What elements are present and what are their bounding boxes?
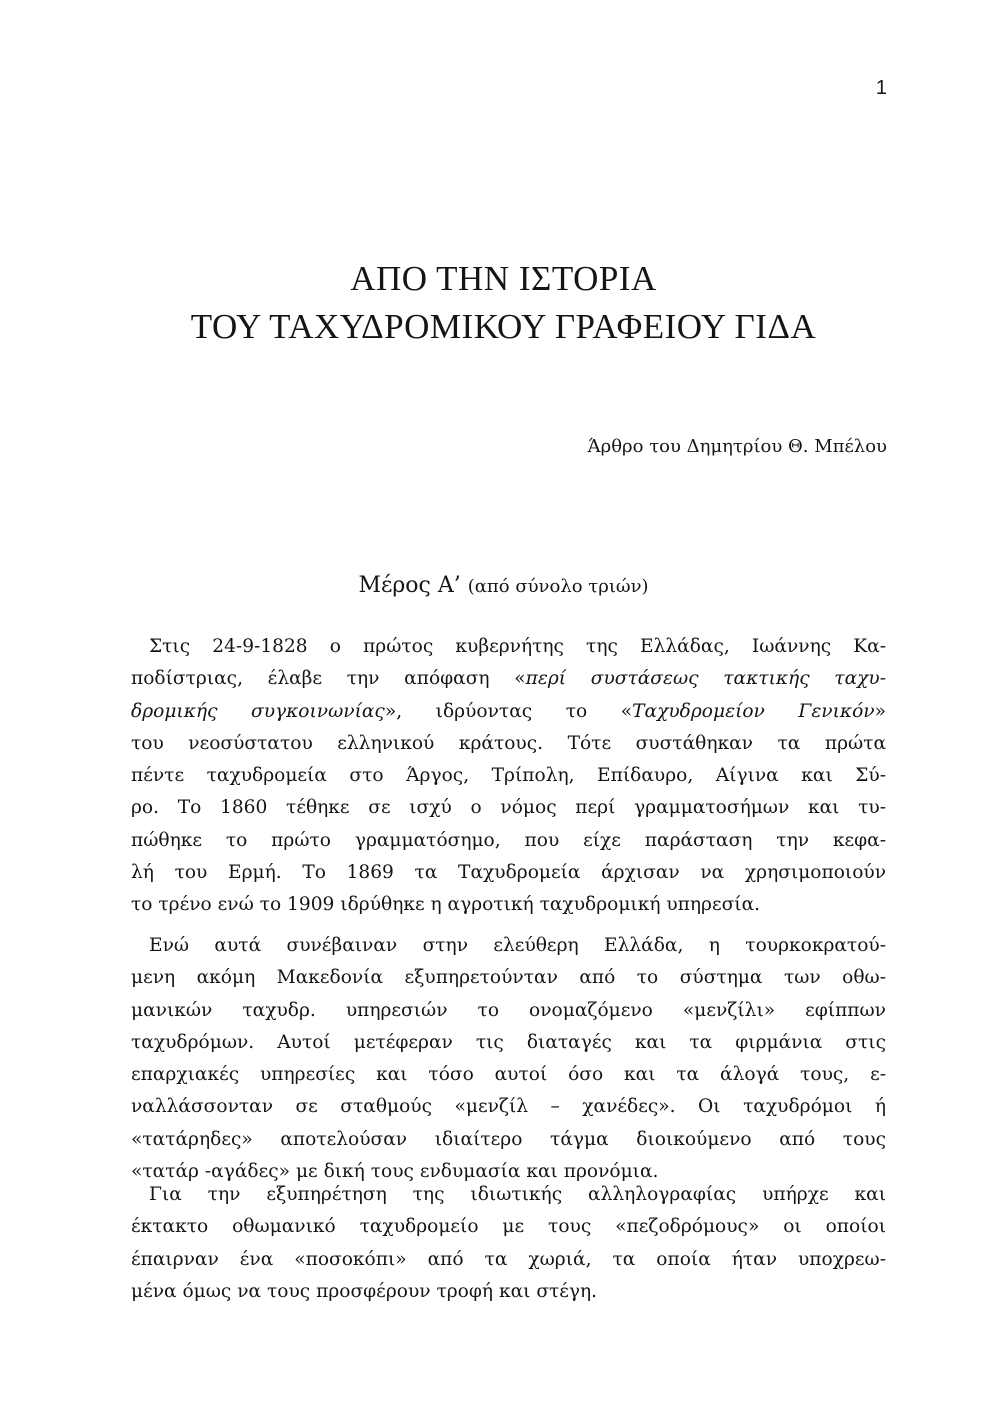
article-title (120, 255, 887, 351)
paragraph-2 (131, 930, 886, 1188)
title-line-1: ΑΠΟ ΤΗΝ ΙΣΤΟΡΙΑ (350, 259, 657, 298)
text-run: Στις 24-9-1828 ο πρώτος κυβερνήτης της Ελλάδας, Ιωάννης Κα- (149, 636, 886, 657)
section-subtitle: (από σύνολο τριών) (467, 576, 649, 597)
text-line (131, 1124, 886, 1156)
text-line (131, 1027, 886, 1059)
text-line (131, 1091, 886, 1123)
italic-text: δρομικής συγκοινωνίας (131, 700, 385, 722)
text-run: πέντε ταχυδρομεία στο Άργος, Τρίπολη, Επίδαυρο, Αίγινα και Σύ- (131, 765, 886, 787)
text-run: επαρχιακές υπηρεσίες και τόσο αυτοί όσο και τα άλογά τους, ε- (131, 1064, 886, 1086)
text-line (131, 1211, 886, 1243)
text-run: μενη ακόμη Μακεδονία εξυπηρετούνταν από το σύστημα των οθω- (131, 967, 886, 989)
text-run: «τατάρηδες» αποτελούσαν ιδιαίτερο τάγμα διοικούμενο από τους (131, 1128, 886, 1150)
text-line (131, 760, 886, 792)
text-run: ρο. Το 1860 τέθηκε σε ισχύ ο νόμος περί γραμματοσήμων και τυ- (131, 797, 886, 819)
text-run: «τατάρ -αγάδες» με δική τους ενδυμασία και προνόμια. (131, 1161, 659, 1183)
text-line (131, 696, 886, 728)
text-line (131, 930, 886, 962)
paragraph-3 (131, 1179, 886, 1308)
section-heading (120, 571, 887, 602)
text-run: έκτακτο οθωμανικό ταχυδρομείο με τους «πεζοδρόμους» οι οποίοι (131, 1216, 886, 1238)
text-run: » (874, 700, 886, 722)
text-line (131, 825, 886, 857)
title-line-2: ΤΟΥ ΤΑΧΥΔΡΟΜΙΚΟΥ ΓΡΑΦΕΙΟΥ ΓΙΔΑ (190, 307, 817, 346)
paragraph-1 (131, 631, 886, 922)
text-run: ταχυδρόμων. Αυτοί μετέφεραν τις διαταγές και τα φιρμάνια στις (131, 1031, 886, 1053)
text-run: του νεοσύστατου ελληνικού κράτους. Τότε συστάθηκαν τα πρώτα (131, 732, 886, 754)
text-line (131, 728, 886, 760)
text-line (131, 995, 886, 1027)
text-line (131, 962, 886, 994)
text-run: », ιδρύοντας το « (384, 700, 633, 722)
text-line (131, 889, 886, 921)
text-run: Για την εξυπηρέτηση της ιδιωτικής αλληλογραφίας υπήρχε και (149, 1184, 886, 1205)
italic-text: περί συστάσεως τακτικής ταχυ- (525, 668, 887, 690)
text-run: έπαιρναν ένα «ποσοκόπι» από τα χωριά, τα οποία ήταν υποχρεω- (131, 1248, 886, 1270)
text-run: μανικών ταχυδρ. υπηρεσιών το ονομαζόμενο «μενζίλι» εφίππων (131, 999, 886, 1021)
text-run: πώθηκε το πρώτο γραμματόσημο, που είχε παράσταση την κεφα- (131, 829, 886, 851)
page-number: 1 (875, 77, 887, 99)
author-byline: Άρθρο του Δημητρίου Θ. Μπέλου (587, 436, 887, 457)
text-run: ποδίστριας, έλαβε την απόφαση « (131, 668, 526, 690)
text-line (131, 1059, 886, 1091)
text-line (131, 857, 886, 889)
text-run: μένα όμως να τους προσφέρουν τροφή και στέγη. (131, 1280, 598, 1302)
text-run: Ενώ αυτά συνέβαιναν στην ελεύθερη Ελλάδα, η τουρκοκρατού- (149, 935, 886, 956)
text-line (131, 631, 886, 663)
text-line (131, 1179, 886, 1211)
text-run: ναλλάσσονταν σε σταθμούς «μενζίλ – χανέδες». Οι ταχυδρόμοι ή (131, 1096, 886, 1118)
italic-text: Ταχυδρομείον Γενικόν (632, 700, 875, 722)
text-run: λή του Ερμή. Το 1869 τα Ταχυδρομεία άρχισαν να χρησιμοποιούν (131, 862, 886, 884)
text-line (131, 1244, 886, 1276)
text-line (131, 792, 886, 824)
text-line (131, 1276, 886, 1308)
text-line (131, 663, 886, 695)
text-run: το τρένο ενώ το 1909 ιδρύθηκε η αγροτική ταχυδρομική υπηρεσία. (131, 894, 761, 916)
section-title: Μέρος Α’ (358, 573, 461, 598)
